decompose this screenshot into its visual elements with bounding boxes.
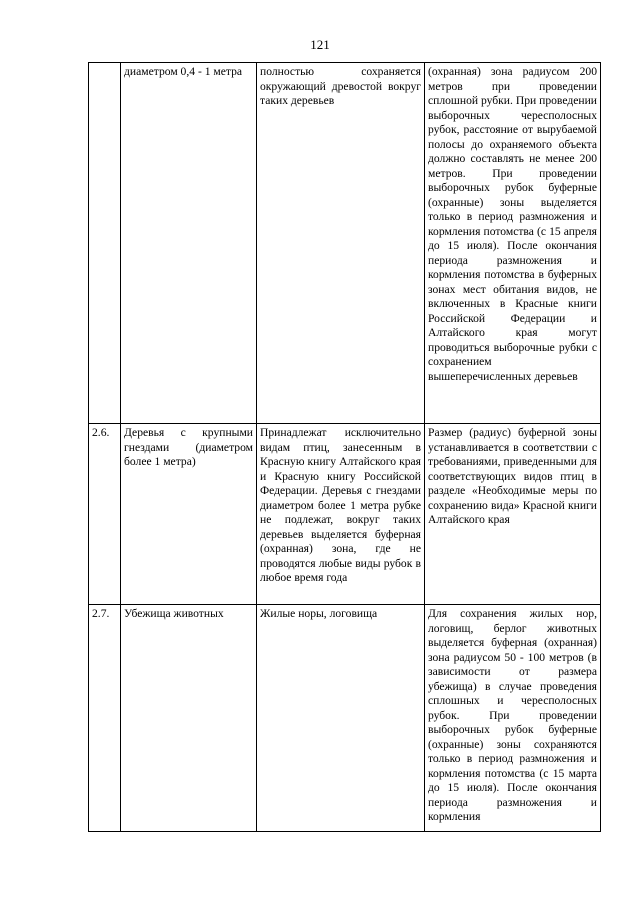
table-row: [89, 605, 601, 832]
description-cell: [257, 424, 425, 605]
object-text: Убежища животных: [124, 607, 224, 620]
description-cell: [257, 63, 425, 424]
description-text: Жилые норы, логовища: [260, 607, 378, 620]
description-text: Принадлежат исключительно видам птиц, занесенным в Красную книгу Алтайского края и Красную книгу Российской Федерации. Деревья с гнездами диаметром более 1 метра рубке не подлежат, вокруг таких деревьев выделяется буферная (охранная) зона, где не проводятся любые виды рубок в любое время года: [260, 426, 421, 584]
page-number: 121: [310, 37, 330, 52]
table-row: [89, 63, 601, 424]
document-table: [88, 62, 601, 832]
requirements-text: (охранная) зона радиусом 200 метров при проведении сплошной рубки. При проведении выборочных чересполосных рубок, расстояние от вырубаемой полосы до охраняемого объекта должно составлять не менее 200 метров. При проведении выборочных рубок буферные (охранные) зоны выделяется только в период размножения и кормления потомства (с 15 апреля до 15 июля). После окончания периода размножения и кормления потомства в буферных зонах мест обитания видов, не включенных в Красные книги Российской Федерации и Алтайского края могут проводиться выборочные рубки с сохранением вышеперечисленных деревьев: [428, 65, 597, 383]
row-number-cell: [89, 424, 121, 605]
object-cell: [121, 63, 257, 424]
requirements-cell: [425, 605, 601, 832]
row-number-cell: [89, 63, 121, 424]
row-number-cell: [89, 605, 121, 832]
object-text: Деревья с крупными гнездами (диаметром более 1 метра): [124, 426, 253, 468]
table-row: [89, 424, 601, 605]
description-cell: [257, 605, 425, 832]
requirements-text: Для сохранения жилых нор, логовищ, берлог животных выделяется буферная (охранная) зона радиусом 50 - 100 метров (в зависимости от размера убежища) в случае проведения сплошных и чересполосных рубок. При проведении выборочных рубок буферные (охранные) зоны сохраняются только в период размножения и кормления потомства (с 15 марта до 15 июля). После окончания периода размножения и кормления: [428, 607, 597, 823]
description-text: полностью сохраняется окружающий древостой вокруг таких деревьев: [260, 65, 421, 107]
requirements-text: Размер (радиус) буферной зоны устанавливается в соответствии с требованиями, приведенными для соответствующих видов птиц в разделе «Необходимые меры по сохранению вида» Красной книги Алтайского края: [428, 426, 597, 526]
object-cell: [121, 424, 257, 605]
object-cell: [121, 605, 257, 832]
requirements-cell: [425, 63, 601, 424]
object-text: диаметром 0,4 - 1 метра: [124, 65, 243, 78]
row-number: 2.7.: [92, 607, 110, 620]
row-number: 2.6.: [92, 426, 110, 439]
requirements-cell: [425, 424, 601, 605]
